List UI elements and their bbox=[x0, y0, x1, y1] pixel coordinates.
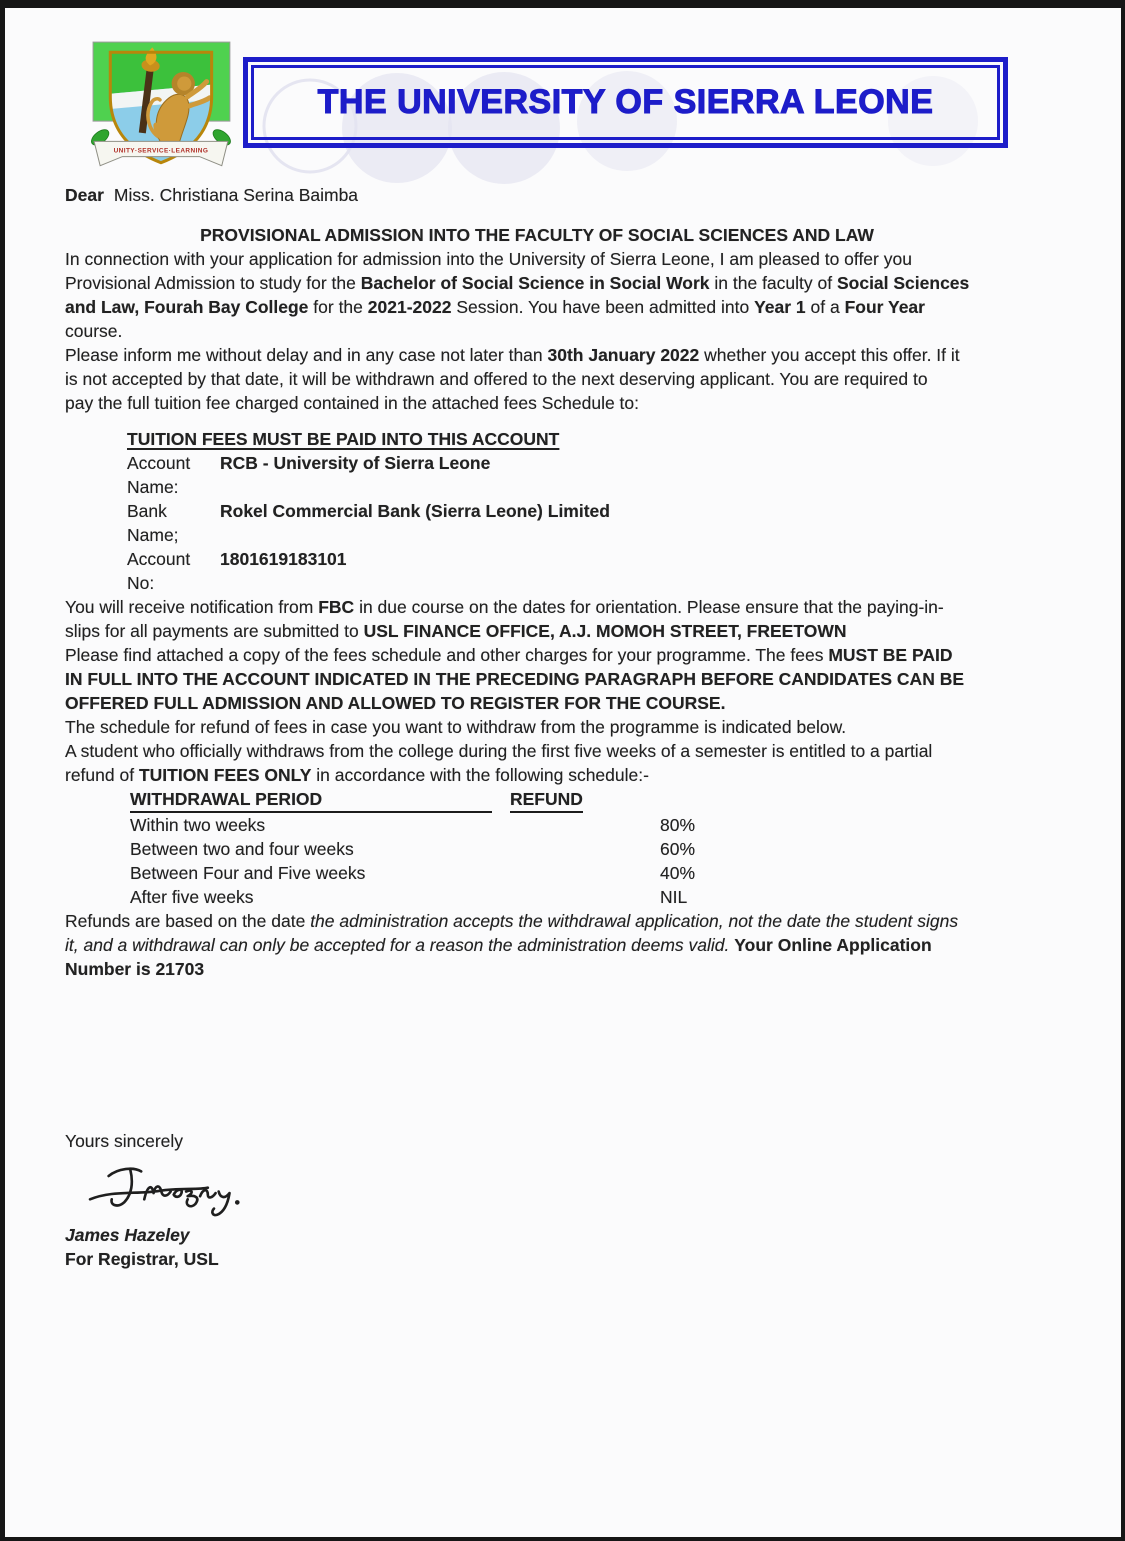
signatory-name: James Hazeley bbox=[65, 1225, 190, 1245]
refund-amount: 40% bbox=[660, 863, 696, 883]
account-row-value: RCB - University of Sierra Leone bbox=[220, 453, 491, 473]
text-segment: the administration accepts the withdrawal application, not the date the student signs bbox=[310, 911, 959, 931]
withdrawal-period: Within two weeks bbox=[130, 815, 266, 835]
text-segment: whether you accept this offer. If it bbox=[699, 345, 960, 365]
text-segment: it, and a withdrawal can only be accepted for a reason the administration deems valid. bbox=[65, 935, 730, 955]
table-row bbox=[130, 885, 1009, 909]
text-segment: in accordance with the following schedule:- bbox=[311, 765, 649, 785]
account-heading: TUITION FEES MUST BE PAID INTO THIS ACCOUNT bbox=[127, 429, 560, 449]
text-segment: of a bbox=[805, 297, 845, 317]
crest-motto: UNITY·SERVICE·LEARNING bbox=[113, 147, 209, 155]
refund-conditions-paragraph bbox=[65, 909, 1009, 981]
text-segment: MUST BE PAID bbox=[828, 645, 953, 665]
university-name: THE UNIVERSITY OF SIERRA LEONE bbox=[317, 83, 934, 121]
text-segment: The schedule for refund of fees in case you want to withdraw from the programme is indicated below. bbox=[65, 717, 847, 737]
table-row bbox=[130, 837, 1009, 861]
refund-table bbox=[130, 787, 1009, 909]
refund-rows bbox=[130, 813, 1009, 909]
text-segment: course. bbox=[65, 321, 123, 341]
text-segment: for the bbox=[308, 297, 368, 317]
university-crest-icon bbox=[88, 40, 240, 184]
withdrawal-paragraph bbox=[65, 739, 1009, 787]
text-segment: Please inform me without delay and in any case not later than bbox=[65, 345, 548, 365]
refund-header-period: WITHDRAWAL PERIOD bbox=[130, 787, 492, 813]
text-segment: You will receive notification from bbox=[65, 597, 319, 617]
account-rows bbox=[127, 451, 1009, 595]
account-row-label: Account Name: bbox=[127, 453, 191, 497]
account-row-label: Account No: bbox=[127, 549, 191, 593]
refund-amount: 80% bbox=[660, 815, 696, 835]
text-segment: USL FINANCE OFFICE, A.J. MOMOH STREET, FREETOWN bbox=[363, 621, 847, 641]
letter-page bbox=[5, 8, 1121, 1537]
text-segment: In connection with your application for admission into the University of Sierra Leone, I am pleased to offer you bbox=[65, 249, 912, 269]
text-segment: Session. You have been admitted into bbox=[451, 297, 755, 317]
text-segment: Year 1 bbox=[754, 297, 806, 317]
letter-body bbox=[5, 183, 1121, 1271]
table-row bbox=[130, 861, 1009, 885]
deadline-paragraph bbox=[65, 343, 1009, 415]
withdrawal-period: Between two and four weeks bbox=[130, 839, 354, 859]
text-segment: A student who officially withdraws from the college during the first five weeks of a semester is entitled to a partial bbox=[65, 741, 933, 761]
salutation-label: Dear bbox=[65, 185, 104, 205]
refund-amount: 60% bbox=[660, 839, 696, 859]
text-segment: Refunds are based on the date bbox=[65, 911, 311, 931]
salutation bbox=[65, 183, 1009, 207]
subject-line: PROVISIONAL ADMISSION INTO THE FACULTY OF SOCIAL SCIENCES AND LAW bbox=[200, 225, 874, 245]
refund-header-amount: REFUND bbox=[510, 787, 583, 813]
fees-paragraph bbox=[65, 643, 1009, 715]
refund-table-header bbox=[130, 787, 1009, 813]
text-segment: Social Sciences bbox=[836, 273, 970, 293]
recipient-name: Miss. Christiana Serina Baimba bbox=[113, 185, 359, 205]
letterhead bbox=[5, 8, 1121, 183]
text-segment: in due course on the dates for orientation. Please ensure that the paying-in- bbox=[354, 597, 944, 617]
valediction: Yours sincerely bbox=[65, 1131, 184, 1151]
university-name-banner bbox=[243, 57, 1008, 148]
account-row-value: 1801619183101 bbox=[220, 549, 347, 569]
text-segment: Provisional Admission to study for the bbox=[65, 273, 361, 293]
text-segment: slips for all payments are submitted to bbox=[65, 621, 364, 641]
text-segment: Bachelor of Social Science in Social Work bbox=[360, 273, 710, 293]
text-segment: in the faculty of bbox=[709, 273, 837, 293]
text-segment: IN FULL INTO THE ACCOUNT INDICATED IN THE PRECEDING PARAGRAPH BEFORE CANDIDATES CAN BE bbox=[65, 669, 965, 689]
text-segment: and Law, Fourah Bay College bbox=[65, 297, 309, 317]
account-row bbox=[127, 547, 1009, 595]
withdrawal-period: After five weeks bbox=[130, 887, 254, 907]
text-segment: OFFERED FULL ADMISSION AND ALLOWED TO REGISTER FOR THE COURSE. bbox=[65, 693, 726, 713]
text-segment: Please find attached a copy of the fees schedule and other charges for your programme. The fees bbox=[65, 645, 829, 665]
text-segment: 2021-2022 bbox=[367, 297, 452, 317]
intro-paragraph bbox=[65, 247, 1009, 343]
withdrawal-period: Between Four and Five weeks bbox=[130, 863, 366, 883]
text-segment: 30th January 2022 bbox=[547, 345, 700, 365]
account-row-label: Bank Name; bbox=[127, 501, 179, 545]
text-segment: pay the full tuition fee charged contained in the attached fees Schedule to: bbox=[65, 393, 640, 413]
closing-block bbox=[65, 1129, 1009, 1271]
text-segment: Four Year bbox=[844, 297, 925, 317]
text-segment: is not accepted by that date, it will be withdrawn and offered to the next deserving applicant. You are required to bbox=[65, 369, 928, 389]
text-segment: Number is 21703 bbox=[65, 959, 205, 979]
account-block bbox=[127, 427, 1009, 595]
signature-image bbox=[67, 1159, 282, 1221]
text-segment: FBC bbox=[318, 597, 355, 617]
orientation-paragraph bbox=[65, 595, 1009, 643]
refund-amount: NIL bbox=[660, 887, 688, 907]
text-segment: refund of bbox=[65, 765, 139, 785]
account-row-value: Rokel Commercial Bank (Sierra Leone) Limited bbox=[220, 501, 610, 521]
text-segment: Your Online Application bbox=[734, 935, 932, 955]
account-row bbox=[127, 499, 1009, 547]
account-row bbox=[127, 451, 1009, 499]
signatory-title: For Registrar, USL bbox=[65, 1249, 219, 1269]
refund-intro bbox=[65, 715, 1009, 739]
text-segment: TUITION FEES ONLY bbox=[138, 765, 312, 785]
table-row bbox=[130, 813, 1009, 837]
